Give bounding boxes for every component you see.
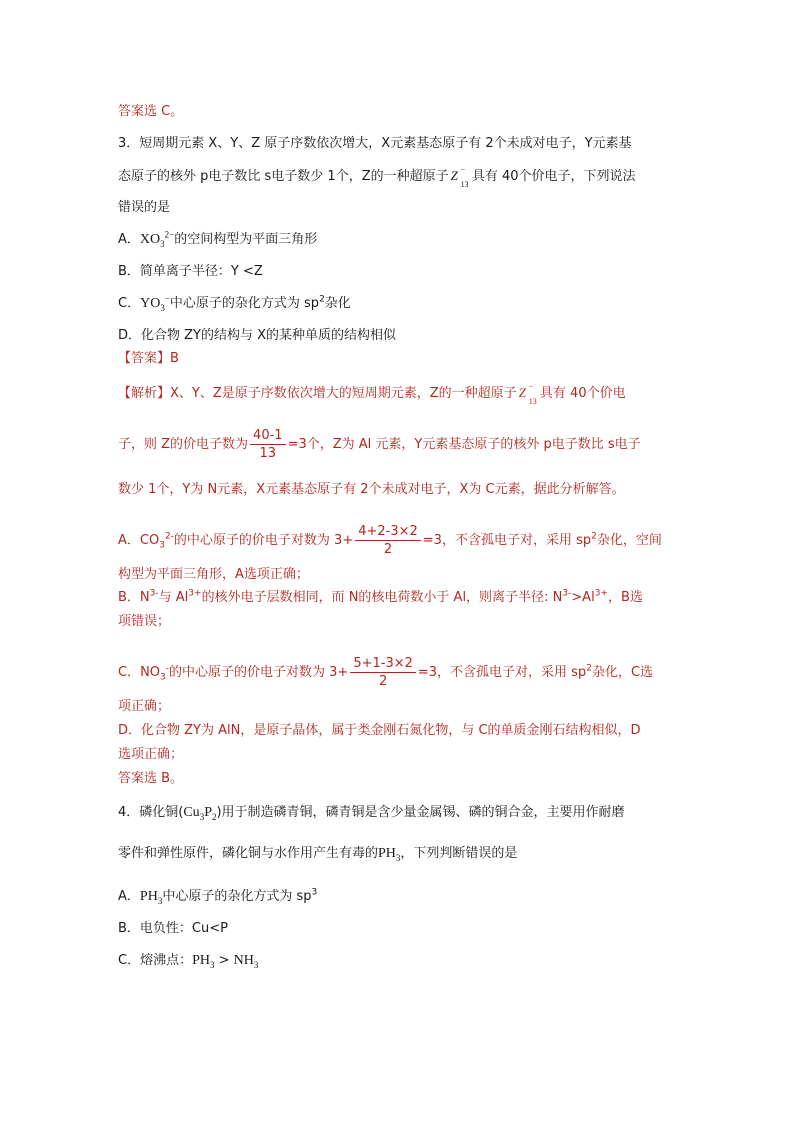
analysis-b-line1: B．$N^{3-}$与 $Al^{3+}$的核外电子层数相同，而 N的核电荷数小于 Al，则离子半径: $N^{3-}>Al^{3+}$，B选 xyxy=(118,588,643,605)
q3-stem-line2: 态原子的核外 p电子数比 s电子数少 1个，Z的一种超原子 Z − 13 具有 40个价电子，下列说法 xyxy=(118,165,636,189)
q4-option-b: B．电负性：Cu<P xyxy=(118,921,228,936)
analysis-a-line2: 构型为平面三角形，A选项正确； xyxy=(118,567,309,582)
fraction-no3: $\frac{5+1-3\times 2}{2}$ xyxy=(350,655,416,690)
q3-option-b: B．简单离子半径：Y <Z xyxy=(118,264,263,279)
q3-option-c: C．$YO_3^-$中心原子的杂化方式为 $sp^2$杂化 xyxy=(118,293,351,313)
analysis-head: 【解析】 xyxy=(118,386,171,401)
analysis-b-line2: 项错误； xyxy=(118,614,171,629)
q3-answer-label: 【答案】B xyxy=(118,351,179,366)
formula-yo3: $YO_3^-$ xyxy=(140,293,170,313)
fraction-co3: $\frac{4+2-3\times 2}{2}$ xyxy=(355,523,421,558)
analysis-a-line1: A．$CO_3^{2-}$的中心原子的价电子对数为 3+ $\frac{4+2-3\times 2}{2}$ =3，不含孤电子对，采用 $sp^2$杂化，空间 xyxy=(118,524,662,557)
analysis-d-line2: 选项正确； xyxy=(118,747,184,762)
analysis-d-line1: D．化合物 ZY为 AlN，是原子晶体，属于类金刚石氮化物，与 C的单质金刚石结构相似，D xyxy=(118,723,641,738)
formula-ph3: $PH_3$ xyxy=(378,846,401,863)
formula-ph3-c: $PH_3$ xyxy=(192,953,215,970)
q4-stem-line1: 4．磷化铜$(Cu_3P_2)$用于制造磷青铜，磷青铜是含少量金属锡、磷的铜合金，主要用作耐磨 xyxy=(118,805,625,822)
q4-stem-line2: 零件和弹性原件，磷化铜与水作用产生有毒的$PH_3$，下列判断错误的是 xyxy=(118,846,518,863)
analysis-line2: 子，则 Z的价电子数为 $\frac{40-1}{13}$ =3个，Z为 Al 元素，Y元素基态原子的核外 p电子数比 s电子 xyxy=(118,428,641,461)
super-atom-symbol: Z − 13 xyxy=(450,165,469,189)
fraction-valence-electrons: $\frac{40-1}{13}$ xyxy=(250,427,286,462)
analysis-c-line1: C．$NO_3^-$的中心原子的价电子对数为 3+ $\frac{5+1-3\times 2}{2}$ =3，不含孤电子对，采用 $sp^2$杂化，C选 xyxy=(118,656,654,689)
super-atom-symbol-analysis: Z − 13 xyxy=(518,382,537,406)
q3-stem-line1: 3．短周期元素 X、Y、Z 原子序数依次增大，X元素基态原子有 2个未成对电子，Y元素基 xyxy=(118,136,632,151)
formula-cu3p2: $Cu_3P_2$ xyxy=(183,805,217,822)
analysis-c-line2: 项正确； xyxy=(118,699,171,714)
q2-answer-line: 答案选 C。 xyxy=(118,104,184,119)
formula-xo3: $XO_3^{2-}$ xyxy=(139,229,175,249)
q3-option-d: D．化合物 ZY的结构与 X的某种单质的结构相似 xyxy=(118,328,397,343)
formula-ph3-a: $PH_3$ xyxy=(139,889,163,906)
q3-option-a: A．$XO_3^{2-}$的空间构型为平面三角形 xyxy=(118,229,318,249)
formula-nh3: $NH_3$ xyxy=(233,953,259,970)
q4-option-a: A．$PH_3$中心原子的杂化方式为 $sp^3$ xyxy=(118,887,318,906)
analysis-line1: 【解析】X、Y、Z是原子序数依次增大的短周期元素，Z的一种超原子 Z − 13 具有 40个价电 xyxy=(118,382,626,406)
q3-stem-line3: 错误的是 xyxy=(118,200,171,215)
q4-option-c: C．熔沸点：$PH_3 > NH_3$ xyxy=(118,953,259,970)
q3-answer-line: 答案选 B。 xyxy=(118,771,184,786)
analysis-line3: 数少 1个，Y为 N元素，X元素基态原子有 2个未成对电子，X为 C元素，据此分析解答。 xyxy=(118,482,625,497)
